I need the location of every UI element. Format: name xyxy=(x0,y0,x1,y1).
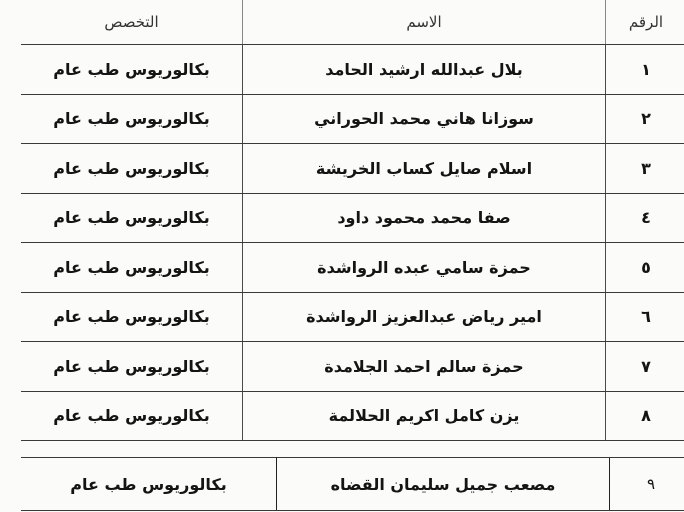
row-specialty: بكالوريوس طب عام xyxy=(21,391,243,441)
table-row xyxy=(21,391,684,441)
row-name: سوزانا هاني محمد الحوراني xyxy=(243,94,606,144)
row-number: ٦ xyxy=(606,292,684,342)
row-specialty: بكالوريوس طب عام xyxy=(21,458,277,511)
table-row xyxy=(21,243,684,293)
table-row xyxy=(21,458,684,511)
row-number: ٤ xyxy=(606,193,684,243)
row-number: ٧ xyxy=(606,342,684,392)
table-row xyxy=(21,94,684,144)
row-name: صفا محمد محمود داود xyxy=(243,193,606,243)
row-specialty: بكالوريوس طب عام xyxy=(21,94,243,144)
row-specialty: بكالوريوس طب عام xyxy=(21,243,243,293)
header-name: الاسم xyxy=(243,0,606,45)
row-number: ٥ xyxy=(606,243,684,293)
row-specialty: بكالوريوس طب عام xyxy=(21,144,243,194)
candidates-table-continued xyxy=(21,457,684,511)
row-specialty: بكالوريوس طب عام xyxy=(21,193,243,243)
row-name: يزن كامل اكريم الحلالمة xyxy=(243,391,606,441)
row-specialty: بكالوريوس طب عام xyxy=(21,45,243,95)
table-row xyxy=(21,193,684,243)
row-number: ٩ xyxy=(610,458,684,511)
row-name: حمزة سامي عبده الرواشدة xyxy=(243,243,606,293)
row-specialty: بكالوريوس طب عام xyxy=(21,292,243,342)
row-specialty: بكالوريوس طب عام xyxy=(21,342,243,392)
row-name: بلال عبدالله ارشيد الحامد xyxy=(243,45,606,95)
row-number: ٨ xyxy=(606,391,684,441)
table-row xyxy=(21,342,684,392)
table-row xyxy=(21,45,684,95)
row-name: حمزة سالم احمد الجلامدة xyxy=(243,342,606,392)
row-name: اسلام صايل كساب الخريشة xyxy=(243,144,606,194)
table-header-row xyxy=(21,0,684,45)
table-row xyxy=(21,292,684,342)
row-number: ٣ xyxy=(606,144,684,194)
header-number: الرقم xyxy=(606,0,684,45)
row-number: ٢ xyxy=(606,94,684,144)
table-row xyxy=(21,144,684,194)
row-number: ١ xyxy=(606,45,684,95)
header-specialty: التخصص xyxy=(21,0,243,45)
candidates-table xyxy=(21,0,684,441)
row-name: مصعب جميل سليمان القضاه xyxy=(277,458,610,511)
row-name: امير رياض عبدالعزيز الرواشدة xyxy=(243,292,606,342)
